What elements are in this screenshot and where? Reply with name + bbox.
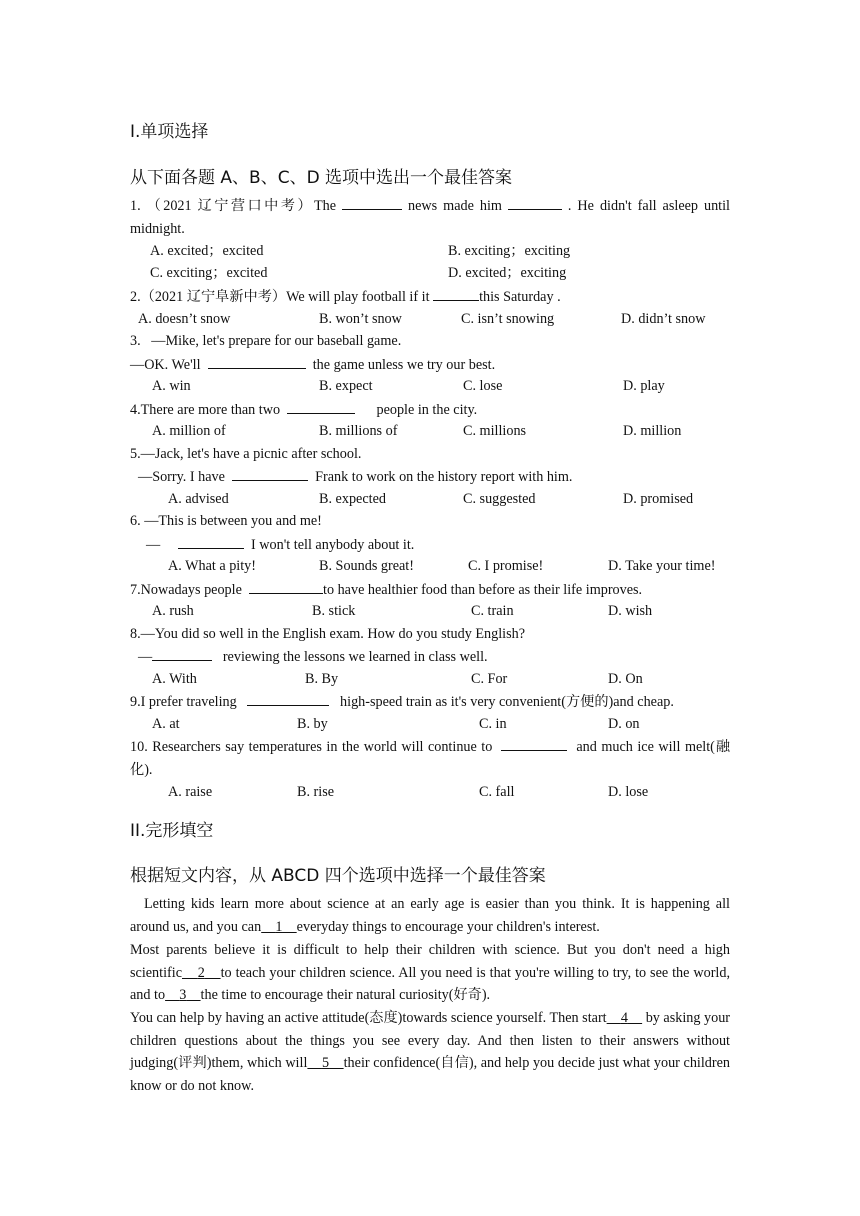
question-text: （2021 辽宁阜新中考）We will play football if it	[140, 289, 430, 305]
answer-blank	[232, 466, 308, 481]
option-a: A. raise	[168, 784, 213, 800]
answer-blank	[247, 691, 329, 706]
option-c: C. exciting；excited	[150, 265, 268, 281]
option-a: A. excited；excited	[150, 243, 264, 259]
section-instruction: 根据短文内容，从 ABCD 四个选项中选择一个最佳答案	[130, 866, 546, 886]
question-text: I prefer traveling	[140, 694, 237, 710]
option-c: C. millions	[463, 423, 527, 439]
option-a: A. win	[152, 378, 191, 394]
question-3	[130, 331, 401, 351]
question-text: and much ice will	[576, 739, 681, 755]
answer-blank	[208, 354, 306, 369]
question-text: Nowadays people	[140, 582, 242, 598]
option-b: B. expect	[319, 378, 373, 394]
question-text: midnight.	[130, 220, 185, 237]
option-a: A. doesn’t snow	[138, 311, 231, 327]
passage-paragraph-2	[130, 939, 730, 1007]
answer-blank	[501, 736, 567, 751]
passage-text: Letting kids learn more about science at an early age is easier than you think. It is happening all around us, and you can	[130, 896, 730, 935]
option-a: A. at	[152, 716, 180, 732]
option-b: B. stick	[312, 603, 356, 619]
question-text: —Sorry. I have	[138, 469, 225, 485]
option-c: C. isn’t snowing	[461, 311, 555, 327]
option-d: D. Take your time!	[608, 558, 716, 574]
question-text: the game unless we try our best.	[312, 357, 496, 373]
option-a: A. advised	[168, 491, 229, 507]
question-text: —This is between you and me!	[144, 513, 322, 529]
question-text: （2021 辽宁营口中考）The	[146, 198, 337, 214]
answer-blank	[249, 579, 323, 594]
answer-blank	[178, 534, 244, 549]
passage-text: by asking your children questions about the things you see every day. And then listen to their answers without judging(评判)them, which will	[130, 1010, 731, 1072]
question-number: 1.	[130, 198, 141, 214]
question-2	[130, 286, 561, 307]
passage-text: everyday things to encourage your children's interest.	[296, 918, 600, 935]
option-b: B. millions of	[319, 423, 398, 439]
question-text: Researchers say temperatures in the world will continue to	[152, 739, 493, 755]
option-c: C. fall	[479, 784, 515, 800]
question-text: news made him	[408, 198, 502, 214]
question-text: —	[146, 537, 161, 553]
option-b: B. expected	[319, 491, 386, 507]
cloze-blank-5: 5	[321, 1055, 330, 1072]
option-d: D. million	[623, 423, 682, 439]
question-text: high-speed train as it's very convenient(方便的)and cheap.	[340, 694, 674, 710]
option-b: B. won’t snow	[319, 311, 402, 327]
passage-text: You can help by having an active attitude(态度)towards science yourself. Then start	[130, 1010, 607, 1026]
answer-blank	[342, 195, 402, 210]
question-text: There are more than two	[140, 402, 281, 418]
question-5	[130, 444, 361, 464]
passage-text: their confidence(自信), and help you decide just what your children know or do not know.	[130, 1055, 731, 1094]
question-text: reviewing the lessons we learned in class well.	[222, 649, 488, 665]
question-10	[130, 736, 730, 781]
question-text: to have healthier food than before as their life improves.	[323, 582, 643, 598]
option-c: C. For	[471, 671, 508, 687]
question-number: 10.	[130, 739, 148, 755]
question-text: this Saturday .	[479, 289, 561, 305]
answer-blank	[287, 399, 355, 414]
option-c: C. in	[479, 716, 507, 732]
option-d: D. didn’t snow	[621, 311, 706, 327]
question-number: 9.	[130, 694, 141, 710]
cloze-blank-4: 4	[620, 1010, 628, 1026]
option-a: A. rush	[152, 603, 194, 619]
question-3-line2	[130, 354, 495, 375]
cloze-blank-2: 2	[197, 964, 205, 981]
option-d: D. play	[623, 378, 665, 394]
answer-blank	[152, 646, 212, 661]
question-number: 4.	[130, 402, 141, 418]
question-9	[130, 691, 674, 712]
question-text: —Jack, let's have a picnic after school.	[140, 446, 362, 462]
option-b: B. rise	[297, 784, 335, 800]
option-d: D. excited；exciting	[448, 265, 567, 281]
option-d: D. on	[608, 716, 640, 732]
option-d: D. On	[608, 671, 643, 687]
passage-text: Most parents believe it is difficult to help their children with science. But you don't need a high scientific	[130, 942, 730, 981]
option-c: C. lose	[463, 378, 503, 394]
question-text: —Mike, let's prepare for our baseball game.	[151, 333, 402, 349]
question-5-line2	[138, 466, 572, 487]
option-c: C. suggested	[463, 491, 536, 507]
cloze-blank-3: 3	[179, 987, 187, 1004]
question-6	[130, 511, 322, 531]
cloze-blank-1: 1	[275, 918, 283, 935]
question-text: —OK. We'll	[130, 357, 201, 373]
option-a: A. What a pity!	[168, 558, 256, 574]
passage-text: to teach your children science. All you need is that you're willing to try, to see the world, and to	[130, 964, 731, 1004]
option-b: B. exciting；exciting	[448, 243, 571, 259]
question-number: 5.	[130, 446, 141, 462]
question-1	[130, 195, 730, 240]
option-a: A. With	[152, 671, 197, 687]
passage-paragraph-3	[130, 1007, 730, 1097]
question-6-line2	[146, 534, 414, 555]
passage-text: the time to encourage their natural curiosity(好奇).	[200, 987, 491, 1004]
question-number: 7.	[130, 582, 141, 598]
answer-blank	[508, 195, 562, 210]
question-text: people in the city.	[376, 402, 478, 418]
question-text: Frank to work on the history report with him.	[315, 469, 573, 485]
question-number: 3.	[130, 333, 141, 349]
option-b: B. by	[297, 716, 328, 732]
option-d: D. lose	[608, 784, 649, 800]
option-b: B. By	[305, 671, 339, 687]
question-8	[130, 624, 525, 644]
option-d: D. wish	[608, 603, 653, 619]
option-b: B. Sounds great!	[319, 558, 414, 574]
question-text: melt(融化).	[130, 739, 731, 778]
question-4	[130, 399, 477, 420]
section-instruction: 从下面各题 A、B、C、D 选项中选出一个最佳答案	[130, 168, 513, 188]
question-text: . He didn't fall asleep until	[567, 198, 731, 214]
option-a: A. million of	[152, 423, 226, 439]
option-d: D. promised	[623, 491, 694, 507]
option-c: C. I promise!	[468, 558, 544, 574]
option-c: C. train	[471, 603, 514, 619]
question-text: —	[138, 649, 153, 665]
question-number: 2.	[130, 289, 141, 305]
question-number: 6.	[130, 513, 141, 529]
question-7	[130, 579, 642, 600]
passage-paragraph-1	[130, 893, 730, 938]
section-title: I.单项选择	[130, 122, 209, 142]
question-8-line2	[138, 646, 488, 667]
question-number: 8.	[130, 626, 141, 642]
question-text: I won't tell anybody about it.	[251, 537, 415, 553]
question-text: —You did so well in the English exam. How do you study English?	[140, 626, 526, 642]
section-title: II.完形填空	[130, 821, 214, 841]
answer-blank	[433, 286, 479, 301]
